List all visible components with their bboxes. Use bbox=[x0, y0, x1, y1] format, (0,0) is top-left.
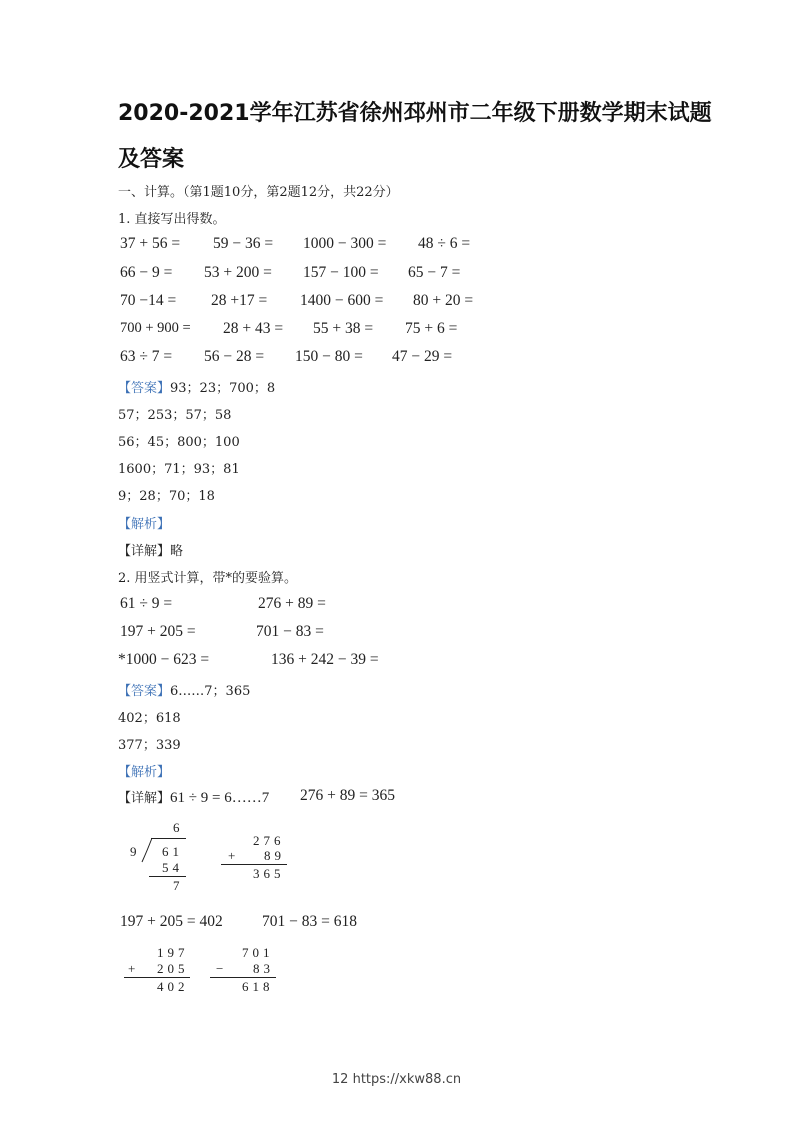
detail-tag: 【详解】 bbox=[118, 791, 171, 806]
div-divisor: 9 bbox=[130, 844, 141, 859]
q2-problem: *1000 − 623 = bbox=[118, 651, 210, 668]
calc-op: + bbox=[128, 961, 140, 976]
calc-bottom: 205 bbox=[157, 961, 189, 976]
calc-result: 365 bbox=[253, 866, 285, 881]
div-product: 54 bbox=[162, 860, 183, 875]
q1-problem: 56 − 28 = bbox=[204, 348, 265, 365]
calc-rule bbox=[221, 864, 287, 865]
q1-problem: 65 − 7 = bbox=[408, 264, 461, 281]
calc-rule bbox=[124, 977, 190, 978]
div-bracket-curve bbox=[140, 837, 154, 863]
page-footer bbox=[0, 1072, 793, 1087]
calc-op: + bbox=[228, 848, 240, 863]
analysis-tag: 【解析】 bbox=[118, 765, 171, 780]
q1-problem: 700 + 900 = bbox=[120, 320, 191, 336]
q2-problem: 701 − 83 = bbox=[256, 623, 324, 640]
calc-op: − bbox=[216, 961, 228, 976]
q1-problem: 66 − 9 = bbox=[120, 264, 173, 281]
q1-problem: 70 −14 = bbox=[120, 292, 177, 309]
q2-detail bbox=[118, 787, 269, 807]
doc-title-line2: 及答案 bbox=[118, 147, 185, 172]
div-rule bbox=[149, 876, 186, 877]
q1-problem: 37 + 56 = bbox=[120, 235, 181, 252]
doc-title-line1: 2020-2021学年江苏省徐州邳州市二年级下册数学期末试题 bbox=[118, 101, 712, 126]
q1-problem: 48 ÷ 6 = bbox=[418, 235, 471, 252]
calc-rule bbox=[210, 977, 276, 978]
div-quotient: 6 bbox=[173, 820, 184, 835]
q2-problem: 136 + 242 − 39 = bbox=[271, 651, 379, 668]
q1-problem: 75 + 6 = bbox=[405, 320, 458, 337]
answer-line: 1600；71；93；81 bbox=[118, 462, 240, 477]
answer-line: 6……7；365 bbox=[170, 684, 251, 699]
q2-problem: 276 + 89 = bbox=[258, 595, 326, 612]
answer-line: 9；28；70；18 bbox=[118, 489, 215, 504]
calc-top: 701 bbox=[242, 945, 274, 960]
detail-eq: 701 − 83 = 618 bbox=[262, 913, 357, 930]
calc-top: 276 bbox=[253, 833, 285, 848]
analysis-tag: 【解析】 bbox=[118, 517, 171, 532]
calc-top: 197 bbox=[157, 945, 189, 960]
q1-problem: 59 − 36 = bbox=[213, 235, 274, 252]
q1-problem: 150 − 80 = bbox=[295, 348, 363, 365]
answer-line: 56；45；800；100 bbox=[118, 435, 240, 450]
page-number: 12 bbox=[331, 1072, 349, 1087]
q1-problem: 63 ÷ 7 = bbox=[120, 348, 173, 365]
detail-tag: 【详解】 bbox=[118, 544, 171, 559]
q2-answer bbox=[118, 680, 250, 699]
answer-tag: 【答案】 bbox=[118, 381, 171, 396]
answer-tag: 【答案】 bbox=[118, 684, 171, 699]
calc-result: 618 bbox=[242, 979, 274, 994]
answer-line: 57；253；57；58 bbox=[118, 408, 232, 423]
calc-bottom: 83 bbox=[253, 961, 274, 976]
detail-text: 略 bbox=[170, 544, 184, 559]
div-dividend: 61 bbox=[162, 844, 183, 859]
q2-problem: 61 ÷ 9 = bbox=[120, 595, 173, 612]
q1-problem: 55 + 38 = bbox=[313, 320, 374, 337]
detail-eq: 61 ÷ 9 = 6……7 bbox=[170, 790, 270, 806]
section-heading: 一、计算。（第1题10分，第2题12分，共22分） bbox=[118, 185, 399, 200]
q1-problem: 53 + 200 = bbox=[204, 264, 272, 281]
answer-line: 402；618 bbox=[118, 711, 181, 726]
q1-problem: 47 − 29 = bbox=[392, 348, 453, 365]
div-bracket-top bbox=[151, 838, 186, 839]
q1-problem: 1000 − 300 = bbox=[303, 235, 387, 252]
footer-url[interactable]: https://xkw88.cn bbox=[352, 1072, 462, 1087]
detail-eq: 197 + 205 = 402 bbox=[120, 913, 223, 930]
q1-problem: 80 + 20 = bbox=[413, 292, 474, 309]
q2-problem: 197 + 205 = bbox=[120, 623, 196, 640]
q1-answer bbox=[118, 377, 275, 396]
calc-bottom: 89 bbox=[264, 848, 285, 863]
q1-detail bbox=[118, 540, 183, 559]
q1-problem: 28 +17 = bbox=[211, 292, 268, 309]
q2-label: 2. 用竖式计算，带*的要验算。 bbox=[118, 571, 298, 586]
answer-line: 377；339 bbox=[118, 738, 181, 753]
calc-result: 402 bbox=[157, 979, 189, 994]
q1-problem: 28 + 43 = bbox=[223, 320, 284, 337]
answer-line: 93；23；700；8 bbox=[170, 381, 276, 396]
q1-problem: 157 − 100 = bbox=[303, 264, 379, 281]
detail-eq: 276 + 89 = 365 bbox=[300, 787, 395, 804]
q1-problem: 1400 − 600 = bbox=[300, 292, 384, 309]
q1-label: 1. 直接写出得数。 bbox=[118, 212, 226, 227]
div-remainder: 7 bbox=[173, 878, 184, 893]
